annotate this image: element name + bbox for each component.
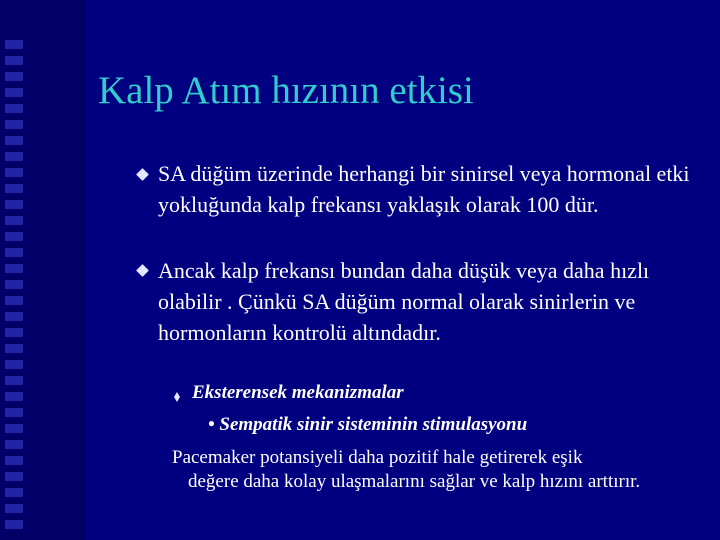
bullet-item-2: Ancak kalp frekansı bundan daha düşük veya daha hızlı olabilir . Çünkü SA düğüm normal olarak sinirlerin ve hormonların kontrolü altındadır.: [158, 258, 650, 345]
diamond-bullet-icon: [136, 168, 149, 181]
note-line-rest: değere daha kolay ulaşmalarını sağlar ve kalp hızını arttırır.: [188, 471, 641, 492]
note-line-1: Pacemaker potansiyeli daha pozitif hale getirerek eşik: [172, 447, 583, 468]
slide-title: Kalp Atım hızının etkisi: [98, 69, 474, 112]
diamond-bullet-icon: [136, 264, 149, 277]
bullet-item-1: SA düğüm üzerinde herhangi bir sinirsel veya hormonal etki yokluğunda kalp frekansı yaklaşık olarak 100 dür.: [158, 161, 690, 217]
decorative-squares: [5, 40, 23, 530]
sub-bullet: Eksterensek mekanizmalar: [192, 382, 404, 403]
note-text: [172, 446, 702, 494]
left-decorative-band: [0, 0, 86, 540]
sub-sub-bullet: • Sempatik sinir sisteminin stimulasyonu: [208, 414, 528, 435]
sub-bullet-icon: [174, 392, 180, 402]
